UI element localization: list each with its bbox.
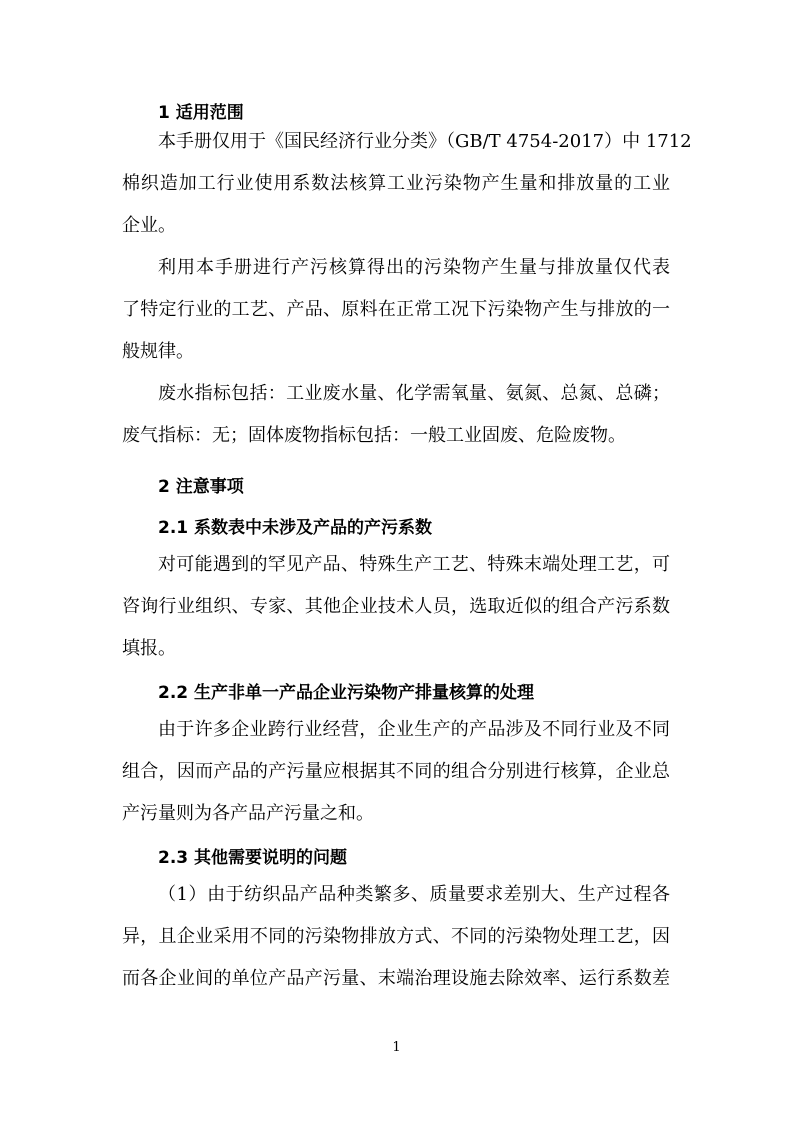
paragraph-line: （1）由于纺织品产品种类繁多、质量要求差别大、生产过程各 — [158, 884, 670, 905]
section-1-heading: 1 适用范围 — [158, 103, 244, 123]
paragraph-line: 本手册仅用于《国民经济行业分类》（GB/T 4754-2017）中 1712 — [158, 131, 692, 152]
paragraph-line: 了特定行业的工艺、产品、原料在正常工况下污染物产生与排放的一 — [122, 299, 670, 320]
paragraph-line: 棉织造加工行业使用系数法核算工业污染物产生量和排放量的工业 — [122, 173, 670, 194]
paragraph-line: 般规律。 — [122, 341, 194, 362]
paragraph-line: 而各企业间的单位产品产污量、末端治理设施去除效率、运行系数差 — [122, 968, 670, 989]
paragraph-line: 填报。 — [122, 638, 176, 659]
paragraph-line: 利用本手册进行产污核算得出的污染物产生量与排放量仅代表 — [158, 257, 670, 278]
paragraph-line: 企业。 — [122, 215, 176, 236]
paragraph-line: 产污量则为各产品产污量之和。 — [122, 803, 374, 824]
section-2-2-heading: 2.2 生产非单一产品企业污染物产排量核算的处理 — [158, 683, 535, 703]
paragraph-line: 咨询行业组织、专家、其他企业技术人员，选取近似的组合产污系数 — [122, 596, 670, 617]
page-number: 1 — [392, 1040, 401, 1055]
paragraph-line: 废水指标包括：工业废水量、化学需氧量、氨氮、总氮、总磷； — [158, 383, 670, 404]
section-2-3-heading: 2.3 其他需要说明的问题 — [158, 848, 348, 868]
paragraph-line: 组合，因而产品的产污量应根据其不同的组合分别进行核算，企业总 — [122, 761, 670, 782]
section-2-1-heading: 2.1 系数表中未涉及产品的产污系数 — [158, 518, 433, 538]
paragraph-line: 异，且企业采用不同的污染物排放方式、不同的污染物处理工艺，因 — [122, 926, 670, 947]
paragraph-line: 由于许多企业跨行业经营，企业生产的产品涉及不同行业及不同 — [158, 719, 670, 740]
paragraph-line: 废气指标：无；固体废物指标包括：一般工业固废、危险废物。 — [122, 425, 626, 446]
section-2-heading: 2 注意事项 — [158, 477, 244, 497]
paragraph-line: 对可能遇到的罕见产品、特殊生产工艺、特殊末端处理工艺，可 — [158, 554, 670, 575]
